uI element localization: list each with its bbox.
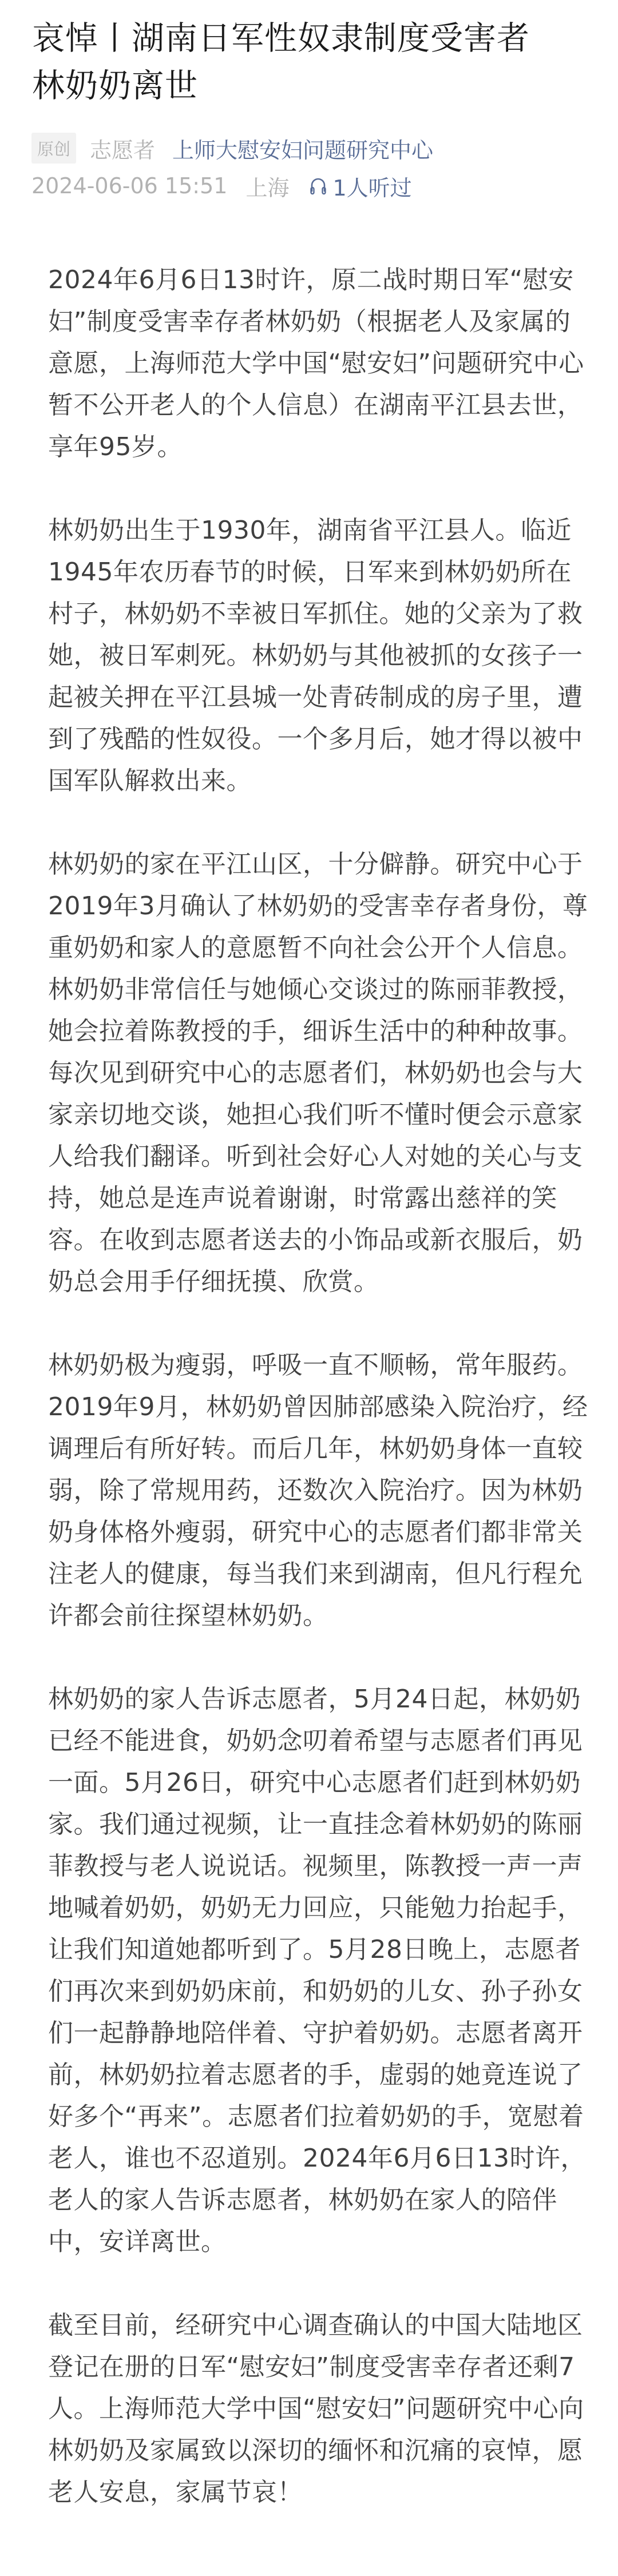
- text-line: 1945年农历春节的时候，日军来到林奶奶所在: [48, 558, 572, 587]
- text-line: 人。上海师范大学中国“慰安妇”问题研究中心向: [48, 2394, 584, 2423]
- headphone-icon: [310, 176, 327, 196]
- listen-count-button[interactable]: [310, 170, 411, 202]
- text-line: 林奶奶的家人告诉志愿者，5月24日起，林奶奶: [48, 1685, 581, 1714]
- text-line: 国军队解救出来。: [48, 766, 252, 795]
- text-line: 调理后有所好转。而后几年，林奶奶身体一直较: [48, 1434, 583, 1463]
- title-line: 林奶奶离世: [32, 67, 198, 105]
- paragraph-1: [48, 259, 584, 468]
- text-line: 让我们知道她都听到了。5月28日晚上，志愿者: [48, 1935, 581, 1964]
- paragraph-5: [48, 1678, 586, 2263]
- text-line: 容。在收到志愿者送去的小饰品或新衣服后，奶: [48, 1225, 583, 1255]
- author-name: 志愿者: [90, 137, 156, 163]
- text-line: 弱，除了常规用药，还数次入院治疗。因为林奶: [48, 1476, 583, 1505]
- paragraph-3: [48, 843, 588, 1303]
- text-line: 重奶奶和家人的意愿暂不向社会公开个人信息。: [48, 933, 583, 962]
- text-line: 2019年9月，林奶奶曾因肺部感染入院治疗，经: [48, 1392, 588, 1422]
- text-line: 每次见到研究中心的志愿者们，林奶奶也会与大: [48, 1058, 583, 1088]
- text-line: 妇”制度受害幸存者林奶奶（根据老人及家属的: [48, 307, 571, 336]
- text-line: 家亲切地交谈，她担心我们听不懂时便会示意家: [48, 1100, 583, 1129]
- text-line: 暂不公开老人的个人信息）在湖南平江县去世，: [48, 391, 583, 420]
- text-line: 已经不能进食，奶奶念叨着希望与志愿者们再见: [48, 1726, 583, 1755]
- text-line: 起被关押在平江县城一处青砖制成的房子里，遭: [48, 683, 583, 712]
- text-line: 奶总会用手仔细抚摸、欣赏。: [48, 1267, 379, 1296]
- text-line: 们再次来到奶奶床前，和奶奶的儿女、孙子孙女: [48, 1977, 583, 2006]
- original-badge: 原创: [31, 133, 76, 164]
- text-line: 一面。5月26日，研究中心志愿者们赶到林奶奶: [48, 1768, 581, 1797]
- text-line: 前，林奶奶拉着志愿者的手，虚弱的她竟连说了: [48, 2060, 583, 2089]
- text-line: 林奶奶及家属致以深切的缅怀和沉痛的哀悼，愿: [48, 2436, 583, 2465]
- text-line: 林奶奶的家在平江山区，十分僻静。研究中心于: [48, 850, 583, 879]
- article-title: [32, 15, 593, 110]
- text-line: 2024年6月6日13时许，原二战时期日军“慰安: [48, 265, 574, 294]
- listen-count: 1人听过: [332, 175, 412, 201]
- article-meta-time: [31, 170, 412, 201]
- text-line: 截至目前，经研究中心调查确认的中国大陆地区: [48, 2311, 583, 2340]
- text-line: 持，她总是连声说着谢谢，时常露出慈祥的笑: [48, 1184, 557, 1213]
- text-line: 2019年3月确认了林奶奶的受害幸存者身份，尊: [48, 891, 588, 921]
- article-body: [48, 259, 588, 2555]
- text-line: 中，安详离世。: [48, 2227, 227, 2256]
- text-line: 许都会前往探望林奶奶。: [48, 1601, 328, 1630]
- paragraph-2: [48, 509, 583, 802]
- paragraph-6: [48, 2304, 584, 2513]
- text-line: 地喊着奶奶，奶奶无力回应，只能勉力抬起手，: [48, 1893, 583, 1922]
- text-line: 林奶奶非常信任与她倾心交谈过的陈丽菲教授，: [48, 975, 583, 1004]
- publish-time: 2024-06-06 15:51: [31, 173, 228, 198]
- text-line: 老人，谁也不忍道别。2024年6月6日13时许，: [48, 2144, 586, 2173]
- text-line: 们一起静静地陪伴着、守护着奶奶。志愿者离开: [48, 2018, 583, 2048]
- text-line: 村子，林奶奶不幸被日军抓住。她的父亲为了救: [48, 599, 583, 628]
- text-line: 菲教授与老人说说话。视频里，陈教授一声一声: [48, 1852, 583, 1881]
- text-line: 人给我们翻译。听到社会好心人对她的关心与支: [48, 1142, 583, 1171]
- text-line: 到了残酷的性奴役。一个多月后，她才得以被中: [48, 724, 583, 754]
- text-line: 意愿，上海师范大学中国“慰安妇”问题研究中心: [48, 349, 584, 378]
- text-line: 她会拉着陈教授的手，细诉生活中的种种故事。: [48, 1017, 583, 1046]
- text-line: 林奶奶出生于1930年，湖南省平江县人。临近: [48, 516, 572, 545]
- account-name-link[interactable]: 上师大慰安妇问题研究中心: [172, 137, 434, 163]
- publish-location: 上海: [245, 175, 290, 201]
- text-line: 奶身体格外瘦弱，研究中心的志愿者们都非常关: [48, 1518, 583, 1547]
- text-line: 家。我们通过视频，让一直挂念着林奶奶的陈丽: [48, 1810, 583, 1839]
- article-meta-source: [31, 133, 433, 164]
- text-line: 老人安息，家属节哀！: [48, 2478, 303, 2507]
- text-line: 登记在册的日军“慰安妇”制度受害幸存者还剩7: [48, 2352, 575, 2382]
- text-line: 林奶奶极为瘦弱，呼吸一直不顺畅，常年服药。: [48, 1351, 583, 1380]
- title-line: 哀悼丨湖南日军性奴隶制度受害者: [32, 19, 530, 57]
- text-line: 好多个“再来”。志愿者们拉着奶奶的手，宽慰着: [48, 2102, 584, 2131]
- paragraph-4: [48, 1344, 588, 1637]
- text-line: 她，被日军刺死。林奶奶与其他被抓的女孩子一: [48, 641, 583, 670]
- text-line: 注老人的健康，每当我们来到湖南，但凡行程允: [48, 1559, 583, 1588]
- text-line: 享年95岁。: [48, 432, 183, 461]
- text-line: 老人的家人告诉志愿者，林奶奶在家人的陪伴: [48, 2185, 557, 2215]
